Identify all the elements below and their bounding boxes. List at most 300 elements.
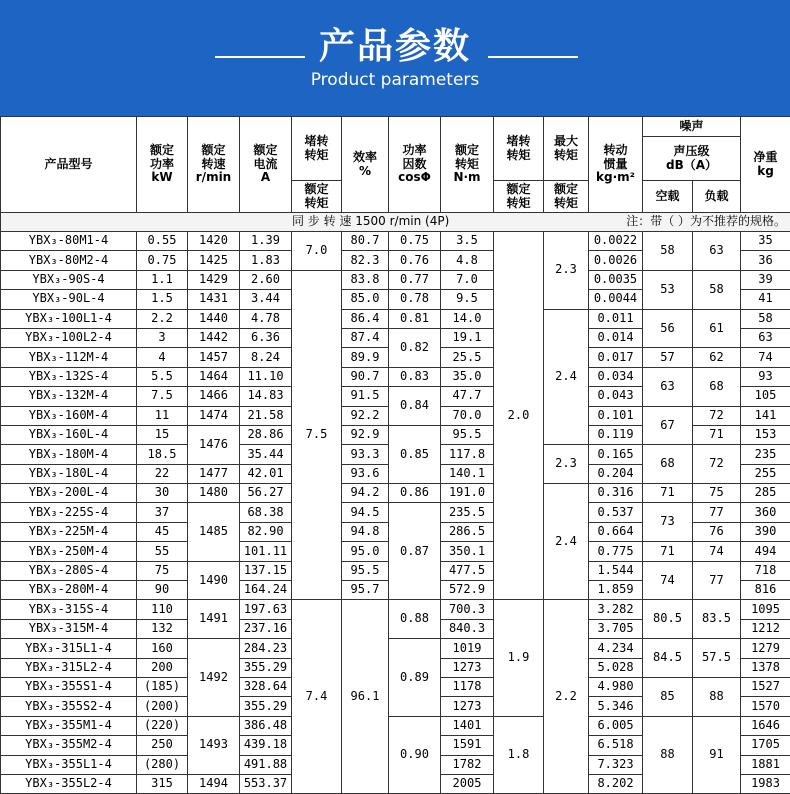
current-cell: 355.29 [240, 697, 292, 716]
header-efficiency [342, 117, 389, 213]
weight-cell: 360 [741, 503, 790, 522]
current-cell: 21.58 [240, 406, 292, 425]
current-cell: 137.15 [240, 561, 292, 580]
weight-cell: 390 [741, 522, 790, 541]
noise-load-cell: 68 [693, 367, 741, 406]
weight-cell: 1881 [741, 755, 790, 774]
inertia-cell: 0.664 [589, 522, 643, 541]
current-cell: 328.64 [240, 677, 292, 696]
speed-cell: 1466 [188, 387, 240, 406]
efficiency-cell: 80.7 [342, 232, 389, 251]
efficiency-cell: 95.7 [342, 581, 389, 600]
weight-cell: 1378 [741, 658, 790, 677]
header-lr-torque-bottom-text: 额定 转矩 [304, 181, 329, 210]
table-row [1, 639, 790, 658]
parameters-table [0, 116, 790, 794]
noise-load-cell: 77 [693, 503, 741, 522]
power-cell: 200 [137, 658, 188, 677]
speed-cell: 1457 [188, 348, 240, 367]
power-cell: 18.5 [137, 445, 188, 464]
power-cell: 75 [137, 561, 188, 580]
model-cell: YBX₃-160L-4 [1, 425, 137, 444]
header-banner [0, 0, 790, 116]
noise-noload-cell: 57 [643, 348, 693, 367]
noise-noload-cell: 58 [643, 232, 693, 271]
model-cell: YBX₃-355S1-4 [1, 677, 137, 696]
table-row [1, 716, 790, 735]
noise-noload-cell: 71 [643, 542, 693, 561]
power-cell: 22 [137, 464, 188, 483]
current-cell: 491.88 [240, 755, 292, 774]
model-cell: YBX₃-315S-4 [1, 600, 137, 619]
pf-cell: 0.76 [389, 251, 441, 270]
header-efficiency-text: 效率 % [352, 149, 377, 178]
header-max-torque-bottom-text: 额定 转矩 [553, 181, 578, 210]
inertia-cell: 0.316 [589, 484, 643, 503]
current-cell: 1.83 [240, 251, 292, 270]
model-cell: YBX₃-355L1-4 [1, 755, 137, 774]
header-lr-torque-top-text: 堵转 转矩 [304, 133, 329, 162]
inertia-cell: 0.537 [589, 503, 643, 522]
header-noload: 空载 [643, 181, 693, 213]
sync-speed-note: 同 步 转 速 1500 r/min (4P) [292, 214, 450, 229]
rated-torque-cell: 1591 [441, 736, 494, 755]
weight-cell: 255 [741, 464, 790, 483]
rated-torque-cell: 14.0 [441, 309, 494, 328]
rated-torque-cell: 477.5 [441, 561, 494, 580]
rated-torque-cell: 140.1 [441, 464, 494, 483]
header-rated-torque [441, 117, 494, 213]
model-cell: YBX₃-200L-4 [1, 484, 137, 503]
inertia-cell: 3.705 [589, 619, 643, 638]
noise-load-cell: 77 [693, 561, 741, 600]
rated-torque-cell: 700.3 [441, 600, 494, 619]
weight-cell: 1983 [741, 774, 790, 793]
header-spl-text: 声压级 dB（A） [665, 143, 718, 172]
remark-note: 注：带（ ）为不推荐的规格。 [626, 214, 787, 229]
header-speed [188, 117, 240, 213]
rated-torque-cell: 117.8 [441, 445, 494, 464]
power-cell: (185) [137, 677, 188, 696]
model-cell: YBX₃-315L2-4 [1, 658, 137, 677]
max-torque-cell: 2.4 [544, 309, 589, 445]
model-cell: YBX₃-160M-4 [1, 406, 137, 425]
speed-cell: 1480 [188, 484, 240, 503]
sync-speed-cell [1, 213, 790, 232]
header-noise: 噪声 [643, 117, 741, 137]
speed-cell: 1425 [188, 251, 240, 270]
noise-noload-cell: 56 [643, 309, 693, 348]
weight-cell: 1705 [741, 736, 790, 755]
pf-cell: 0.86 [389, 484, 441, 503]
efficiency-cell: 85.0 [342, 290, 389, 309]
power-cell: 0.75 [137, 251, 188, 270]
header-weight-text: 净重 kg [753, 149, 778, 178]
noise-noload-cell: 73 [643, 503, 693, 542]
current-cell: 35.44 [240, 445, 292, 464]
noise-noload-cell: 63 [643, 367, 693, 406]
speed-cell: 1431 [188, 290, 240, 309]
header-lr-torque2-bottom [494, 181, 544, 213]
power-cell: 3 [137, 328, 188, 347]
header-max-torque-top [544, 117, 589, 181]
max-torque-cell: 2.2 [544, 600, 589, 794]
efficiency-cell: 92.2 [342, 406, 389, 425]
power-cell: 45 [137, 522, 188, 541]
inertia-cell: 0.0022 [589, 232, 643, 251]
header-max-torque-top-text: 最大 转矩 [553, 133, 578, 162]
efficiency-cell: 83.8 [342, 270, 389, 289]
weight-cell: 58 [741, 309, 790, 328]
header-max-torque-bottom [544, 181, 589, 213]
pf-cell: 0.88 [389, 600, 441, 639]
noise-load-cell: 76 [693, 522, 741, 541]
inertia-cell: 0.0026 [589, 251, 643, 270]
model-cell: YBX₃-132S-4 [1, 367, 137, 386]
weight-cell: 153 [741, 425, 790, 444]
noise-load-cell: 57.5 [693, 639, 741, 678]
pf-cell: 0.75 [389, 232, 441, 251]
weight-cell: 816 [741, 581, 790, 600]
efficiency-cell: 91.5 [342, 387, 389, 406]
noise-load-cell: 63 [693, 232, 741, 271]
power-cell: 315 [137, 774, 188, 793]
current-cell: 386.48 [240, 716, 292, 735]
inertia-cell: 1.859 [589, 581, 643, 600]
weight-cell: 494 [741, 542, 790, 561]
inertia-cell: 1.544 [589, 561, 643, 580]
noise-load-cell: 88 [693, 677, 741, 716]
power-cell: 110 [137, 600, 188, 619]
lr-torque-cell: 7.5 [292, 270, 342, 600]
weight-cell: 1095 [741, 600, 790, 619]
noise-noload-cell: 88 [643, 716, 693, 794]
pf-cell: 0.84 [389, 387, 441, 426]
model-cell: YBX₃-80M2-4 [1, 251, 137, 270]
header-inertia-text: 转动 惯量 kg·m² [596, 142, 635, 185]
power-cell: 11 [137, 406, 188, 425]
header-model: 产品型号 [1, 117, 137, 213]
rated-torque-cell: 1178 [441, 677, 494, 696]
noise-noload-cell: 85 [643, 677, 693, 716]
rated-torque-cell: 25.5 [441, 348, 494, 367]
current-cell: 101.11 [240, 542, 292, 561]
model-cell: YBX₃-132M-4 [1, 387, 137, 406]
speed-cell: 1442 [188, 328, 240, 347]
current-cell: 42.01 [240, 464, 292, 483]
current-cell: 11.10 [240, 367, 292, 386]
max-torque-cell: 2.4 [544, 484, 589, 600]
model-cell: YBX₃-180L-4 [1, 464, 137, 483]
pf-cell: 0.85 [389, 425, 441, 483]
speed-cell: 1493 [188, 716, 240, 774]
current-cell: 439.18 [240, 736, 292, 755]
current-cell: 68.38 [240, 503, 292, 522]
model-cell: YBX₃-180M-4 [1, 445, 137, 464]
speed-cell: 1485 [188, 503, 240, 561]
noise-noload-cell: 68 [643, 445, 693, 484]
power-cell: 2.2 [137, 309, 188, 328]
power-cell: 1.1 [137, 270, 188, 289]
weight-cell: 36 [741, 251, 790, 270]
rated-torque-cell: 7.0 [441, 270, 494, 289]
rated-torque-cell: 191.0 [441, 484, 494, 503]
inertia-cell: 4.980 [589, 677, 643, 696]
model-cell: YBX₃-315M-4 [1, 619, 137, 638]
power-cell: 30 [137, 484, 188, 503]
rated-torque-cell: 1273 [441, 658, 494, 677]
inertia-cell: 0.043 [589, 387, 643, 406]
efficiency-cell: 93.3 [342, 445, 389, 464]
efficiency-cell: 94.5 [342, 503, 389, 522]
pf-cell: 0.83 [389, 367, 441, 386]
header-rated-torque-text: 额定 转矩 N·m [453, 142, 481, 185]
inertia-cell: 6.005 [589, 716, 643, 735]
table-row [1, 367, 790, 386]
current-cell: 237.16 [240, 619, 292, 638]
noise-noload-cell: 67 [643, 406, 693, 445]
inertia-cell: 0.017 [589, 348, 643, 367]
noise-load-cell: 62 [693, 348, 741, 367]
rated-torque-cell: 9.5 [441, 290, 494, 309]
weight-cell: 1646 [741, 716, 790, 735]
table-row [1, 600, 790, 619]
power-cell: 4 [137, 348, 188, 367]
noise-load-cell: 75 [693, 484, 741, 503]
efficiency-cell: 93.6 [342, 464, 389, 483]
noise-load-cell: 72 [693, 445, 741, 484]
inertia-cell: 0.775 [589, 542, 643, 561]
power-cell: 1.5 [137, 290, 188, 309]
current-cell: 284.23 [240, 639, 292, 658]
max-torque-cell: 2.3 [544, 445, 589, 484]
rated-torque-cell: 286.5 [441, 522, 494, 541]
header-spl [643, 137, 741, 181]
weight-cell: 1279 [741, 639, 790, 658]
rated-torque-cell: 1782 [441, 755, 494, 774]
rated-torque-cell: 3.5 [441, 232, 494, 251]
inertia-cell: 0.101 [589, 406, 643, 425]
model-cell: YBX₃-112M-4 [1, 348, 137, 367]
speed-cell: 1476 [188, 425, 240, 464]
header-speed-text: 额定 转速 r/min [195, 142, 232, 185]
inertia-cell: 0.011 [589, 309, 643, 328]
inertia-cell: 8.202 [589, 774, 643, 793]
speed-cell: 1429 [188, 270, 240, 289]
power-cell: 250 [137, 736, 188, 755]
current-cell: 4.78 [240, 309, 292, 328]
weight-cell: 235 [741, 445, 790, 464]
power-cell: 132 [137, 619, 188, 638]
efficiency-cell: 90.7 [342, 367, 389, 386]
table-row [1, 503, 790, 522]
header-current [240, 117, 292, 213]
current-cell: 56.27 [240, 484, 292, 503]
weight-cell: 93 [741, 367, 790, 386]
current-cell: 355.29 [240, 658, 292, 677]
power-cell: 15 [137, 425, 188, 444]
speed-cell: 1477 [188, 464, 240, 483]
weight-cell: 285 [741, 484, 790, 503]
model-cell: YBX₃-315L1-4 [1, 639, 137, 658]
efficiency-cell: 94.8 [342, 522, 389, 541]
weight-cell: 35 [741, 232, 790, 251]
model-cell: YBX₃-355M2-4 [1, 736, 137, 755]
pf-cell: 0.89 [389, 639, 441, 717]
model-cell: YBX₃-90L-4 [1, 290, 137, 309]
noise-noload-cell: 74 [643, 561, 693, 600]
speed-cell: 1420 [188, 232, 240, 251]
speed-cell: 1492 [188, 639, 240, 717]
pf-cell: 0.81 [389, 309, 441, 328]
pf-cell: 0.78 [389, 290, 441, 309]
pf-cell: 0.82 [389, 328, 441, 367]
pf-cell: 0.87 [389, 503, 441, 600]
noise-load-cell: 91 [693, 716, 741, 794]
speed-cell: 1491 [188, 600, 240, 639]
rated-torque-cell: 95.5 [441, 425, 494, 444]
rated-torque-cell: 840.3 [441, 619, 494, 638]
inertia-cell: 6.518 [589, 736, 643, 755]
current-cell: 3.44 [240, 290, 292, 309]
noise-noload-cell: 71 [643, 484, 693, 503]
weight-cell: 1570 [741, 697, 790, 716]
current-cell: 6.36 [240, 328, 292, 347]
power-cell: 0.55 [137, 232, 188, 251]
noise-load-cell: 72 [693, 406, 741, 425]
inertia-cell: 5.028 [589, 658, 643, 677]
table-row [1, 270, 790, 289]
power-cell: (280) [137, 755, 188, 774]
page-title: 产品参数 [318, 26, 471, 67]
model-cell: YBX₃-100L1-4 [1, 309, 137, 328]
noise-noload-cell: 53 [643, 270, 693, 309]
header-lr-torque-top [292, 117, 342, 181]
power-cell: 160 [137, 639, 188, 658]
model-cell: YBX₃-280S-4 [1, 561, 137, 580]
model-cell: YBX₃-90S-4 [1, 270, 137, 289]
inertia-cell: 7.323 [589, 755, 643, 774]
header-lr-torque-bottom [292, 181, 342, 213]
header-load: 负载 [693, 181, 741, 213]
noise-load-cell: 58 [693, 270, 741, 309]
header-current-text: 额定 电流 A [253, 142, 278, 185]
current-cell: 8.24 [240, 348, 292, 367]
noise-load-cell: 74 [693, 542, 741, 561]
rated-torque-cell: 1401 [441, 716, 494, 735]
inertia-cell: 5.346 [589, 697, 643, 716]
model-cell: YBX₃-100L2-4 [1, 328, 137, 347]
table-body [1, 213, 790, 794]
inertia-cell: 0.0035 [589, 270, 643, 289]
speed-cell: 1464 [188, 367, 240, 386]
rated-torque-cell: 19.1 [441, 328, 494, 347]
max-torque-cell: 2.3 [544, 232, 589, 310]
table-row [1, 484, 790, 503]
header-pf-text: 功率 因数 cosΦ [398, 142, 431, 185]
table-row [1, 232, 790, 251]
header-pf [389, 117, 441, 213]
table-row [1, 309, 790, 328]
noise-load-cell: 83.5 [693, 600, 741, 639]
weight-cell: 41 [741, 290, 790, 309]
inertia-cell: 0.165 [589, 445, 643, 464]
current-cell: 28.86 [240, 425, 292, 444]
current-cell: 1.39 [240, 232, 292, 251]
rated-torque-cell: 350.1 [441, 542, 494, 561]
header-lr-torque2-bottom-text: 额定 转矩 [506, 181, 531, 210]
rated-torque-cell: 572.9 [441, 581, 494, 600]
weight-cell: 718 [741, 561, 790, 580]
weight-cell: 1527 [741, 677, 790, 696]
current-cell: 164.24 [240, 581, 292, 600]
power-cell: (200) [137, 697, 188, 716]
rated-torque-cell: 2005 [441, 774, 494, 793]
weight-cell: 141 [741, 406, 790, 425]
weight-cell: 39 [741, 270, 790, 289]
power-cell: 55 [137, 542, 188, 561]
header-power-text: 额定 功率 kW [149, 142, 174, 185]
efficiency-cell: 96.1 [342, 600, 389, 794]
model-cell: YBX₃-225M-4 [1, 522, 137, 541]
model-cell: YBX₃-225S-4 [1, 503, 137, 522]
noise-load-cell: 71 [693, 425, 741, 444]
speed-cell: 1490 [188, 561, 240, 600]
efficiency-cell: 95.0 [342, 542, 389, 561]
rated-torque-cell: 1019 [441, 639, 494, 658]
efficiency-cell: 86.4 [342, 309, 389, 328]
power-cell: 5.5 [137, 367, 188, 386]
inertia-cell: 0.204 [589, 464, 643, 483]
power-cell: (220) [137, 716, 188, 735]
header-lr-torque2-top-text: 堵转 转矩 [506, 133, 531, 162]
rated-torque-cell: 4.8 [441, 251, 494, 270]
efficiency-cell: 89.9 [342, 348, 389, 367]
model-cell: YBX₃-355L2-4 [1, 774, 137, 793]
lr-torque2-cell: 1.8 [494, 716, 544, 794]
header-inertia [589, 117, 643, 213]
current-cell: 82.90 [240, 522, 292, 541]
power-cell: 37 [137, 503, 188, 522]
inertia-cell: 0.034 [589, 367, 643, 386]
speed-cell: 1440 [188, 309, 240, 328]
pf-cell: 0.77 [389, 270, 441, 289]
header-lr-torque2-top [494, 117, 544, 181]
power-cell: 90 [137, 581, 188, 600]
lr-torque-cell: 7.0 [292, 232, 342, 271]
header-weight [741, 117, 790, 213]
efficiency-cell: 92.9 [342, 425, 389, 444]
rated-torque-cell: 47.7 [441, 387, 494, 406]
inertia-cell: 0.0044 [589, 290, 643, 309]
pf-cell: 0.90 [389, 716, 441, 794]
inertia-cell: 0.014 [589, 328, 643, 347]
rated-torque-cell: 35.0 [441, 367, 494, 386]
current-cell: 553.37 [240, 774, 292, 793]
sync-speed-row [1, 213, 790, 232]
efficiency-cell: 82.3 [342, 251, 389, 270]
inertia-cell: 3.282 [589, 600, 643, 619]
header-power [137, 117, 188, 213]
efficiency-cell: 94.2 [342, 484, 389, 503]
inertia-cell: 0.119 [589, 425, 643, 444]
page-subtitle: Product parameters [310, 70, 480, 90]
current-cell: 14.83 [240, 387, 292, 406]
power-cell: 7.5 [137, 387, 188, 406]
weight-cell: 63 [741, 328, 790, 347]
model-cell: YBX₃-250M-4 [1, 542, 137, 561]
noise-noload-cell: 84.5 [643, 639, 693, 678]
